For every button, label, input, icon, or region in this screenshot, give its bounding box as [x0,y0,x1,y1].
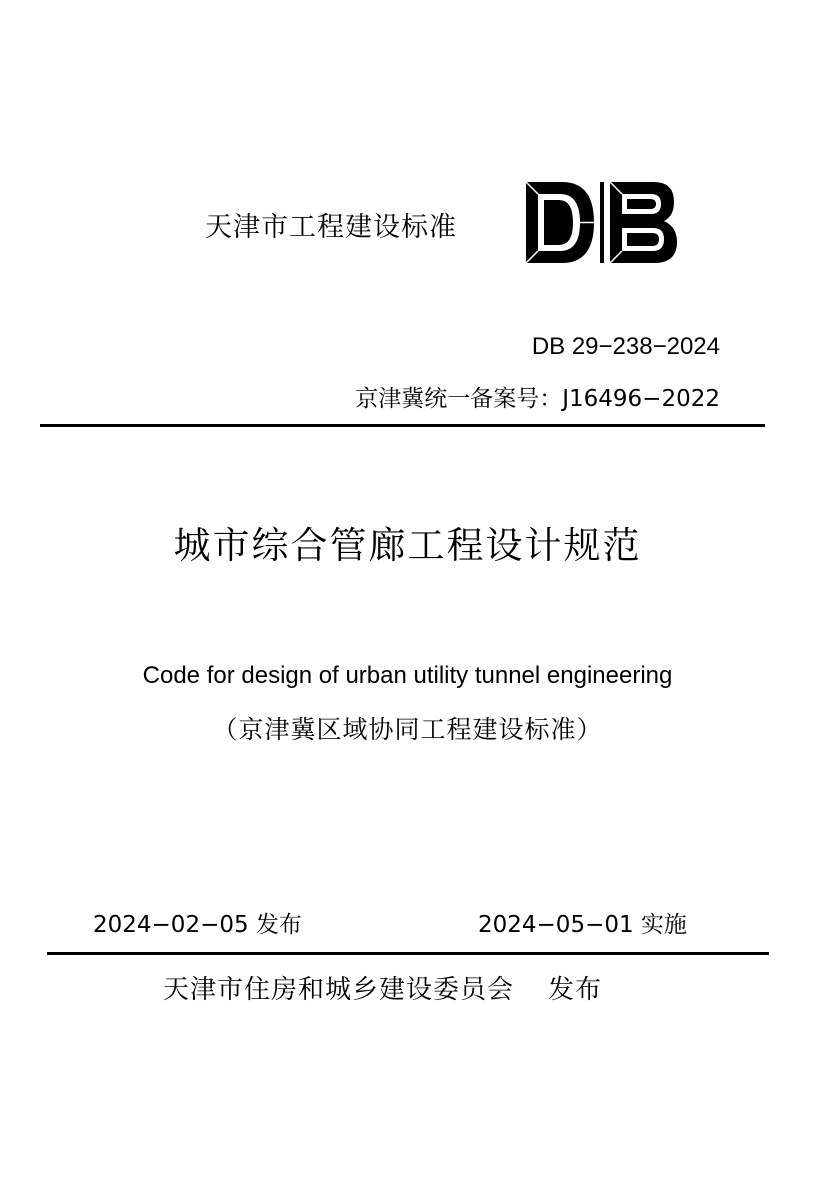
db-logo-icon [524,180,679,265]
issue-date: 2024−02−05 发布 [93,912,302,938]
english-title: Code for design of urban utility tunnel engineering [142,662,673,689]
bottom-divider [47,952,769,955]
standard-number: DB 29−238−2024 [531,333,720,360]
top-divider [40,424,765,427]
issuer-line [163,969,602,1006]
standard-category: 天津市工程建设标准 [205,212,457,243]
subtitle-note: （京津冀区域协同工程建设标准） [212,715,603,744]
issuer-action: 发布 [548,975,603,1005]
document-title: 城市综合管廊工程设计规范 [173,524,642,567]
effective-date: 2024−05−01 实施 [478,912,687,938]
issuer-name: 天津市住房和城乡建设委员会 [163,975,515,1005]
filing-number: 京津冀统一备案号：J16496−2022 [355,386,720,412]
